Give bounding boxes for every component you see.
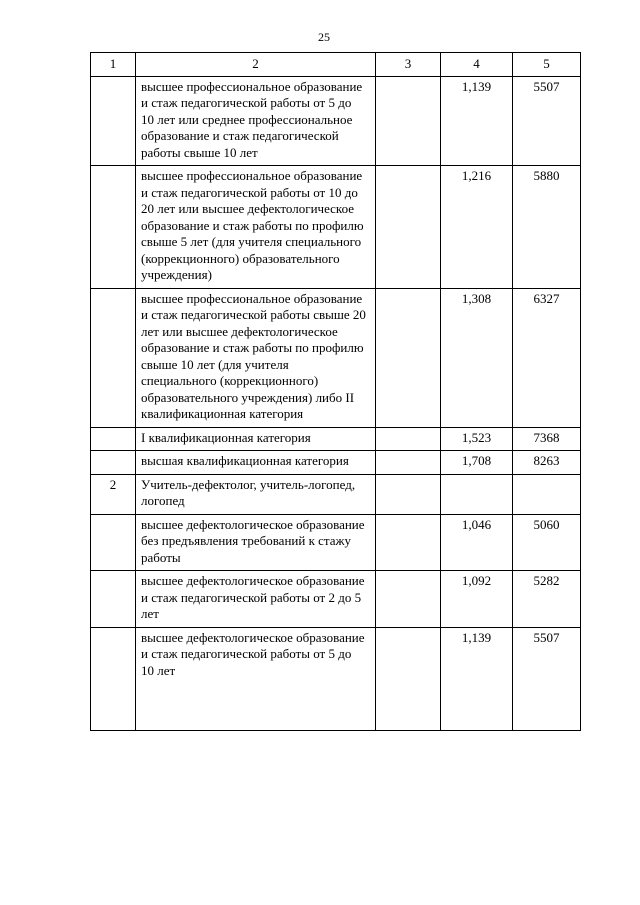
- table-cell: [376, 514, 441, 571]
- table-cell: [513, 474, 581, 514]
- table-cell: 6327: [513, 288, 581, 427]
- table-cell: 5880: [513, 166, 581, 289]
- table-cell: высшее дефектологическое образование и стаж педагогической работы от 2 до 5 лет: [136, 571, 376, 628]
- table-cell: 2: [91, 474, 136, 514]
- table-cell: [376, 166, 441, 289]
- table-cell: [376, 288, 441, 427]
- table-cell: I квалификационная категория: [136, 427, 376, 451]
- table-cell: [91, 514, 136, 571]
- table-row: [91, 288, 581, 427]
- table-row: [91, 451, 581, 475]
- table-row: [91, 76, 581, 166]
- table-cell: 5507: [513, 627, 581, 730]
- salary-grade-table: [90, 52, 581, 731]
- table-cell: [376, 427, 441, 451]
- table-cell: 1,092: [441, 571, 513, 628]
- table-cell: [91, 627, 136, 730]
- table-row: [91, 571, 581, 628]
- table-row: [91, 474, 581, 514]
- table-cell: 1,708: [441, 451, 513, 475]
- table-row: [91, 627, 581, 730]
- table-cell: высшее профессиональное образование и стаж педагогической работы от 5 до 10 лет или среднее профессиональное образование и стаж педагогической работы свыше 10 лет: [136, 76, 376, 166]
- table-header-row: [91, 53, 581, 77]
- table-cell: 1,216: [441, 166, 513, 289]
- table-cell: 1,139: [441, 627, 513, 730]
- page-number: 25: [318, 30, 330, 44]
- table-cell: высшее профессиональное образование и стаж педагогической работы от 10 до 20 лет или высшее дефектологическое образование и стаж работы по профилю свыше 5 лет (для учителя специального (коррекционного) образовательного учреждения): [136, 166, 376, 289]
- table-cell: 5282: [513, 571, 581, 628]
- table-cell: высшее дефектологическое образование без предъявления требований к стажу работы: [136, 514, 376, 571]
- header-cell: 3: [376, 53, 441, 77]
- table-cell: 7368: [513, 427, 581, 451]
- table-row: [91, 166, 581, 289]
- table-cell: [441, 474, 513, 514]
- table-cell: 1,139: [441, 76, 513, 166]
- table-cell: [91, 451, 136, 475]
- header-cell: 2: [136, 53, 376, 77]
- table-cell: [376, 627, 441, 730]
- table-cell: [376, 571, 441, 628]
- table-cell: [376, 451, 441, 475]
- table-cell: [376, 76, 441, 166]
- table-cell: Учитель-дефектолог, учитель-логопед, логопед: [136, 474, 376, 514]
- header-cell: 4: [441, 53, 513, 77]
- table-cell: 5507: [513, 76, 581, 166]
- table-cell: 1,308: [441, 288, 513, 427]
- table-row: [91, 427, 581, 451]
- table-cell: 8263: [513, 451, 581, 475]
- table-cell: 1,046: [441, 514, 513, 571]
- table-cell: [91, 571, 136, 628]
- table-cell: высшее профессиональное образование и стаж педагогической работы свыше 20 лет или высшее дефектологическое образование и стаж работы по профилю свыше 10 лет (для учителя специального (коррекционного) образовательного учреждения) либо II квалификационная категория: [136, 288, 376, 427]
- table-cell: [91, 427, 136, 451]
- header-cell: 5: [513, 53, 581, 77]
- table-cell: высшая квалификационная категория: [136, 451, 376, 475]
- table-cell: 1,523: [441, 427, 513, 451]
- table-cell: [376, 474, 441, 514]
- table-cell: [91, 76, 136, 166]
- table-cell: [91, 166, 136, 289]
- table-cell: 5060: [513, 514, 581, 571]
- header-cell: 1: [91, 53, 136, 77]
- table-cell: высшее дефектологическое образование и стаж педагогической работы от 5 до 10 лет: [136, 627, 376, 730]
- table-row: [91, 514, 581, 571]
- table-cell: [91, 288, 136, 427]
